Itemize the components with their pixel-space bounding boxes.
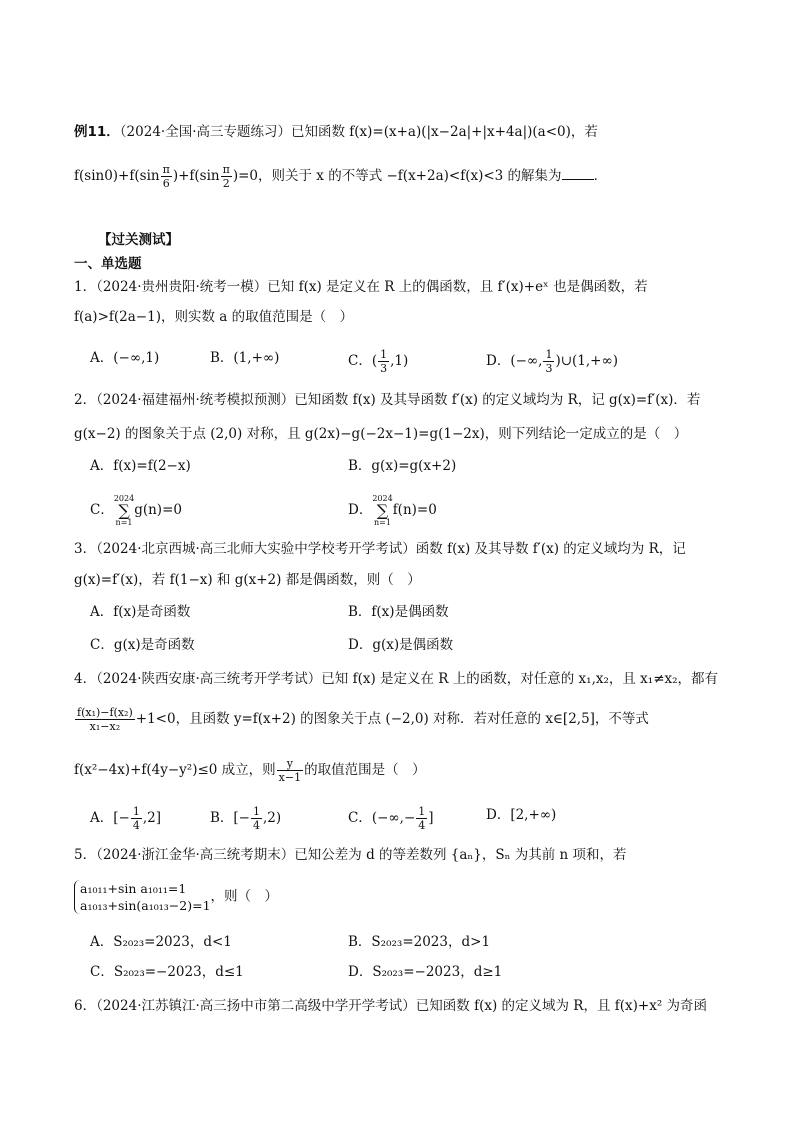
q1-c-post: ,1) (390, 353, 409, 369)
q3-option-c: C．g(x)是奇函数 (90, 637, 195, 653)
fraction-1-4-c: $\frac{1}{4}$ (418, 805, 426, 832)
q3-line-2: g(x)=f′(x)，若 f(1−x) 和 g(x+2) 都是偶函数，则（ ） (74, 572, 421, 588)
q2-option-b: B．g(x)=g(x+2) (348, 458, 457, 474)
q4-option-d: D．[2,+∞) (486, 807, 557, 823)
q4-l3-post: 的取值范围是（ ） (304, 762, 426, 778)
q3-option-d: D．g(x)是偶函数 (348, 637, 454, 653)
q1-c-pre: C．( (348, 353, 378, 369)
fraction-y-over-x-1: $\frac{y}{x-1}$ (278, 757, 302, 784)
q5-option-a: A．S₂₀₂₃=2023，d<1 (90, 934, 232, 950)
q5-eq1: a₁₀₁₁+sin a₁₀₁₁=1 (80, 881, 187, 896)
q1-option-b: B．(1,+∞) (210, 350, 280, 366)
example-text-1: （2024·全国·高三专题练习）已知函数 f(x)=(x+a)(|x−2a|+|x+4a|)(a<0)，若 (119, 124, 598, 140)
q1-line-2: f(a)>f(2a−1)，则实数 a 的取值范围是（ ） (74, 309, 354, 325)
q5-option-c: C．S₂₀₂₃=−2023，d≤1 (90, 964, 244, 980)
q1-d-pre: D．(−∞, (486, 353, 543, 369)
q4-c-post: ] (428, 810, 434, 826)
q1-option-d (486, 348, 618, 375)
q2-d-post: f(n)=0 (392, 502, 437, 518)
q1-line-1: 1．（2024·贵州贵阳·统考一模）已知 f(x) 是定义在 R 上的偶函数，且 f′(x)+eˣ 也是偶函数，若 (74, 279, 648, 295)
q4-line-2 (74, 706, 649, 733)
q4-a-post: ,2] (142, 810, 161, 826)
fraction-pi-2: $\frac{\pi}{2}$ (222, 163, 230, 190)
answer-blank (562, 165, 594, 180)
q2-option-c (90, 494, 182, 527)
q2-d-pre: D． (348, 502, 373, 518)
q4-option-a (90, 805, 161, 832)
q3-line-1: 3．（2024·北京西城·高三北师大实验中学校考开学考试）函数 f(x) 及其导数 f′(x) 的定义域均为 R，记 (74, 541, 686, 557)
example-11-line-2 (74, 163, 607, 190)
fraction-pi-6: $\frac{\pi}{6}$ (162, 163, 170, 190)
example-11-line-1 (74, 122, 598, 142)
fraction-1-4-b: $\frac{1}{4}$ (253, 805, 260, 832)
q5-line-2 (74, 880, 278, 914)
q2-option-d (348, 494, 437, 527)
q2-line-1: 2．（2024·福建福州·统考模拟预测）已知函数 f(x) 及其导函数 f′(x) 的定义域均为 R，记 g(x)=f′(x)．若 (74, 392, 701, 408)
example-text-2a: f(sin0)+f(sin (74, 168, 160, 184)
fraction-1-4-a: $\frac{1}{4}$ (132, 805, 140, 832)
q1-d-post: )∪(1,+∞) (555, 353, 619, 369)
q1-option-c (348, 348, 408, 375)
fraction-diff-quotient: $\frac{\text{f(x₁)−f(x₂)}}{\text{x₁−x₂}}$ (77, 706, 133, 733)
q4-option-c (348, 805, 434, 832)
example-label: 例11． (74, 124, 120, 140)
q5-eq2: a₁₀₁₃+sin(a₁₀₁₃−2)=1 (80, 898, 211, 913)
q2-c-pre: C． (90, 502, 114, 518)
q1-option-a: A．(−∞,1) (90, 350, 160, 366)
example-end: ． (593, 168, 608, 184)
sum-symbol-d: 2024 ∑ n=1 (372, 494, 393, 527)
q4-line-1: 4．（2024·陕西安康·高三统考开学考试）已知 f(x) 是定义在 R 上的函数，对任意的 x₁,x₂，且 x₁≠x₂，都有 (74, 671, 719, 687)
q4-b-pre: B．[− (210, 810, 250, 826)
q4-option-b (210, 805, 281, 832)
q4-c-pre: C．(−∞,− (348, 810, 416, 826)
q5-then: ，则（ ） (210, 888, 279, 905)
equation-system (74, 880, 211, 914)
example-text-2mid: )+f(sin (172, 168, 220, 184)
q4-l2-post: +1<0，且函数 y=f(x+2) 的图象关于点 (−2,0) 对称．若对任意的 x∈[2,5]，不等式 (135, 711, 649, 727)
q2-c-post: g(n)=0 (134, 502, 182, 518)
q4-a-pre: A．[− (90, 810, 130, 826)
q4-l3-pre: f(x²−4x)+f(4y−y²)≤0 成立，则 (74, 762, 276, 778)
q6-line-1: 6．（2024·江苏镇江·高三扬中市第二高级中学开学考试）已知函数 f(x) 的定义域为 R，且 f(x)+x² 为奇函 (74, 998, 708, 1014)
example-text-2b: )=0，则关于 x 的不等式 −f(x+2a)<f(x)<3 的解集为 (232, 168, 562, 184)
q4-line-3 (74, 757, 426, 784)
q2-option-a: A．f(x)=f(2−x) (90, 458, 191, 474)
q3-option-b: B．f(x)是偶函数 (348, 604, 449, 620)
q2-line-2: g(x−2) 的图象关于点 (2,0) 对称，且 g(2x)−g(−2x−1)=g(1−2x)，则下列结论一定成立的是（ ） (74, 426, 688, 442)
q5-option-b: B．S₂₀₂₃=2023，d>1 (348, 934, 491, 950)
fraction-1-3-d: $\frac{1}{3}$ (545, 348, 553, 375)
section-title: 一、单选题 (74, 256, 142, 272)
q5-option-d: D．S₂₀₂₃=−2023，d≥1 (348, 964, 503, 980)
test-header: 【过关测试】 (98, 232, 179, 248)
q4-b-post: ,2) (263, 810, 282, 826)
fraction-1-3: $\frac{1}{3}$ (380, 348, 388, 375)
q3-option-a: A．f(x)是奇函数 (90, 604, 191, 620)
sum-symbol: 2024 ∑ n=1 (113, 494, 135, 527)
q5-line-1: 5．（2024·浙江金华·高三统考期末）已知公差为 d 的等差数列 {aₙ}，Sₙ 为其前 n 项和，若 (74, 847, 627, 863)
